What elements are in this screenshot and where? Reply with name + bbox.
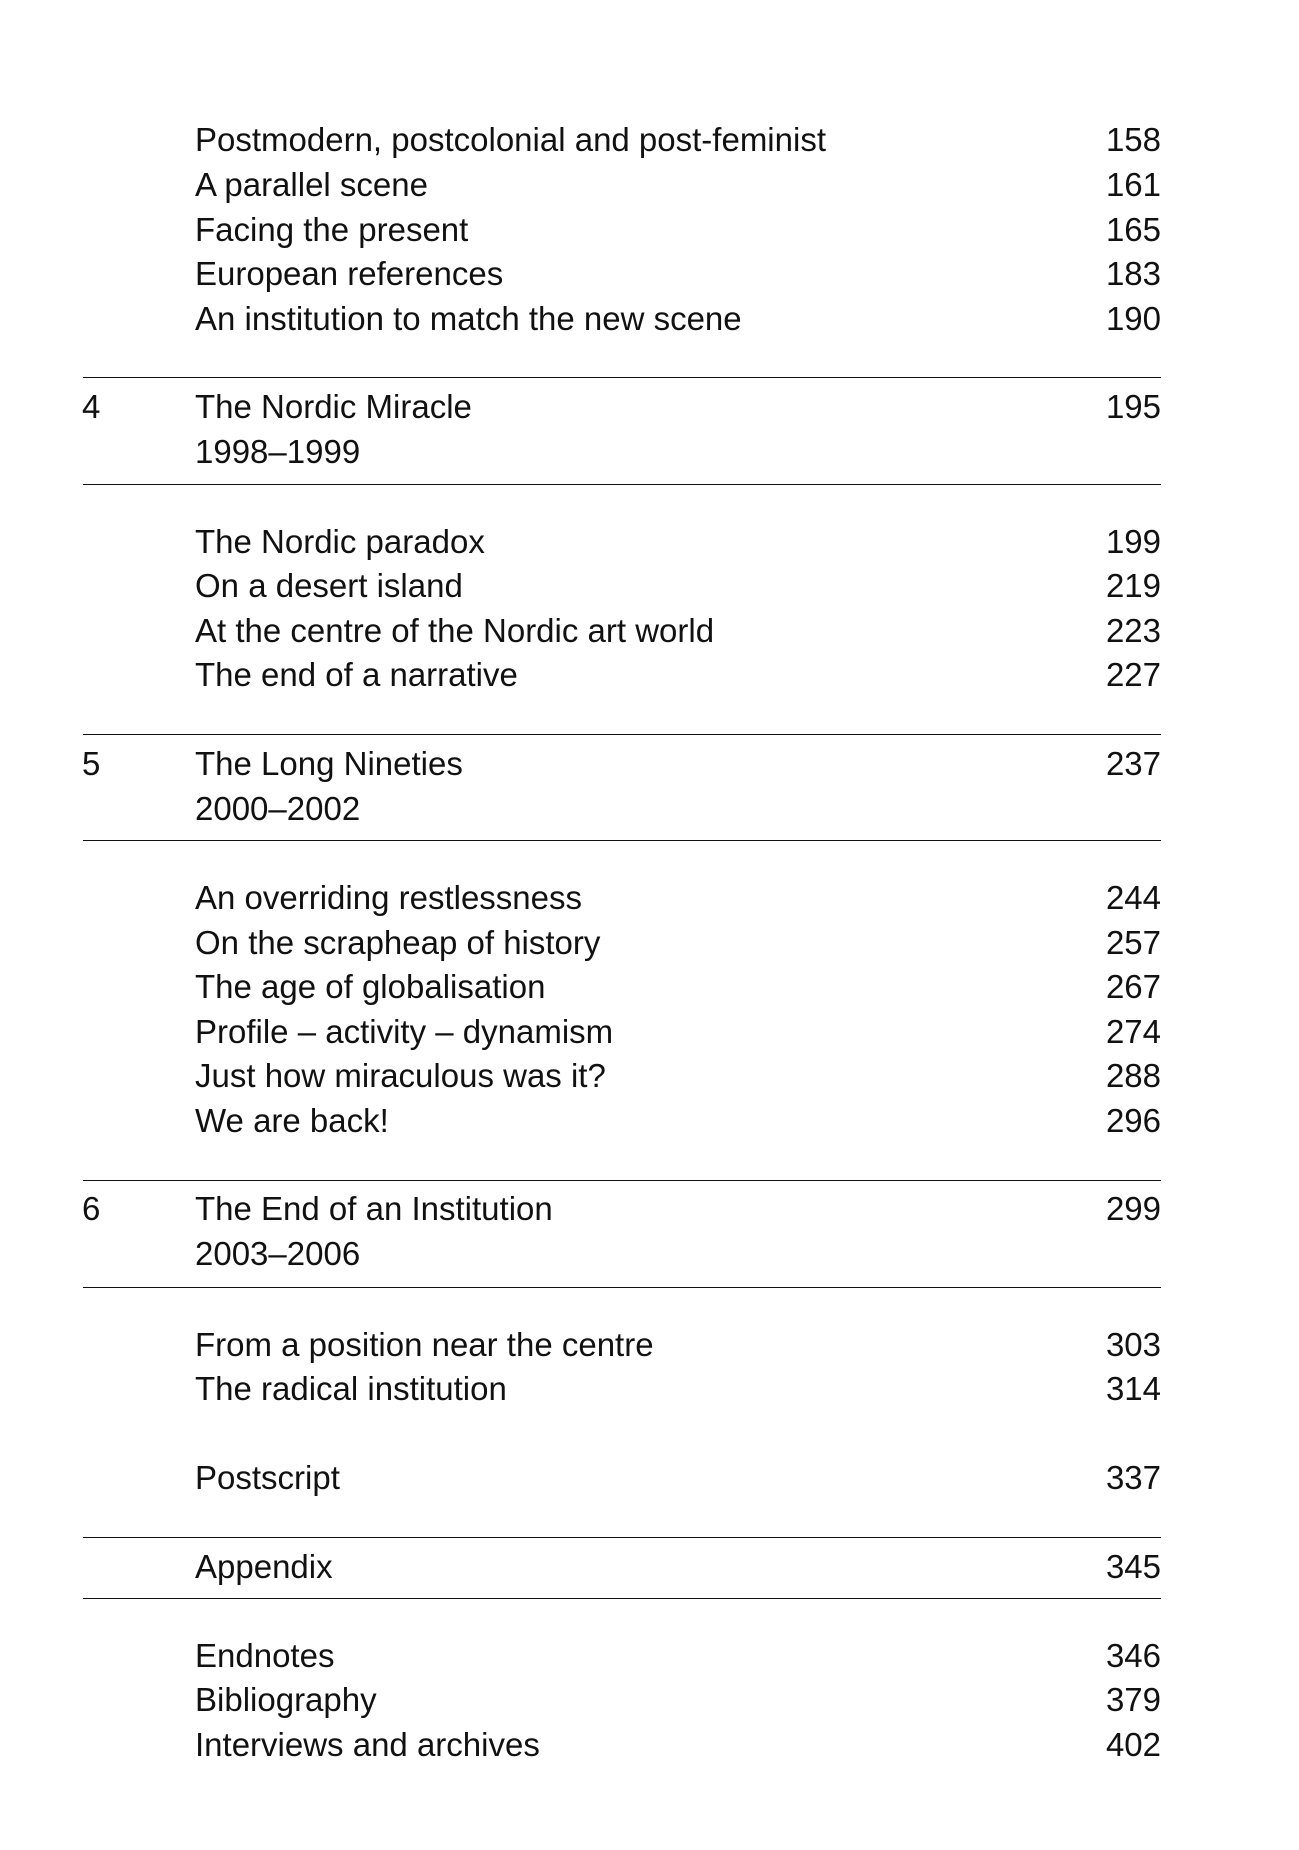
toc-entry	[0, 876, 1299, 920]
toc-entry	[0, 653, 1299, 697]
postscript-title: Postscript	[195, 1459, 340, 1496]
toc-entry	[0, 1634, 1299, 1678]
divider	[83, 1287, 1161, 1288]
toc-entry	[0, 252, 1299, 296]
toc-entry-page: 296	[1105, 1102, 1161, 1139]
chapter-number: 6	[82, 1190, 101, 1227]
toc-entry	[0, 520, 1299, 564]
chapter-heading	[0, 1187, 1299, 1231]
toc-entry-page: 219	[1105, 567, 1161, 604]
chapter-page: 195	[1105, 388, 1161, 425]
divider	[83, 840, 1161, 841]
toc-entry	[0, 921, 1299, 965]
toc-entry	[0, 1678, 1299, 1722]
toc-entry-title: At the centre of the Nordic art world	[195, 612, 715, 649]
divider	[83, 734, 1161, 735]
toc-entry-title: On a desert island	[195, 567, 463, 604]
toc-entry-page: 223	[1105, 612, 1161, 649]
toc-entry	[0, 1723, 1299, 1767]
toc-entry-page: 314	[1105, 1370, 1161, 1407]
toc-entry-title: European references	[195, 255, 504, 292]
toc-entry-page: 158	[1105, 121, 1161, 158]
chapter-number: 5	[82, 745, 101, 782]
toc-entry	[0, 1323, 1299, 1367]
appendix-heading	[0, 1545, 1299, 1589]
toc-entry-page: 267	[1105, 968, 1161, 1005]
divider	[83, 1180, 1161, 1181]
toc-entry-title: An institution to match the new scene	[195, 300, 742, 337]
chapter-number: 4	[82, 388, 101, 425]
postscript-page: 337	[1105, 1459, 1161, 1496]
toc-entry-title: Interviews and archives	[195, 1726, 540, 1763]
toc-entry	[0, 965, 1299, 1009]
chapter-page: 237	[1105, 745, 1161, 782]
toc-entry-page: 402	[1105, 1726, 1161, 1763]
toc-entry-page: 165	[1105, 211, 1161, 248]
toc-entry-page: 190	[1105, 300, 1161, 337]
chapter-title: The End of an Institution	[195, 1190, 553, 1227]
toc-entry-title: Postmodern, postcolonial and post-feminist	[195, 121, 826, 158]
appendix-page: 345	[1105, 1548, 1161, 1585]
divider	[83, 377, 1161, 378]
toc-entry-title: A parallel scene	[195, 166, 428, 203]
toc-entry	[0, 1010, 1299, 1054]
chapter-years: 2000–2002	[195, 790, 361, 827]
toc-entry-title: Endnotes	[195, 1637, 335, 1674]
toc-entry	[0, 1054, 1299, 1098]
toc-entry-page: 227	[1105, 656, 1161, 693]
toc-entry-page: 288	[1105, 1057, 1161, 1094]
chapter-years-row	[0, 787, 1299, 831]
chapter-heading	[0, 385, 1299, 429]
toc-entry-title: From a position near the centre	[195, 1326, 654, 1363]
toc-entry-title: An overriding restlessness	[195, 879, 583, 916]
toc-entry-page: 161	[1105, 166, 1161, 203]
toc-entry-page: 244	[1105, 879, 1161, 916]
toc-entry-title: The radical institution	[195, 1370, 507, 1407]
chapter-years-row	[0, 1232, 1299, 1276]
toc-entry	[0, 118, 1299, 162]
toc-entry-title: Facing the present	[195, 211, 469, 248]
toc-entry-title: The Nordic paradox	[195, 523, 485, 560]
divider	[83, 1537, 1161, 1538]
toc-entry-title: Profile – activity – dynamism	[195, 1013, 614, 1050]
toc-entry	[0, 1367, 1299, 1411]
toc-entry-title: The end of a narrative	[195, 656, 518, 693]
chapter-years: 2003–2006	[195, 1235, 361, 1272]
toc-entry-page: 274	[1105, 1013, 1161, 1050]
chapter-page: 299	[1105, 1190, 1161, 1227]
chapter-years-row	[0, 430, 1299, 474]
toc-entry	[0, 208, 1299, 252]
toc-entry-page: 183	[1105, 255, 1161, 292]
toc-entry	[0, 297, 1299, 341]
toc-entry	[0, 609, 1299, 653]
toc-entry-page: 199	[1105, 523, 1161, 560]
toc-entry	[0, 163, 1299, 207]
toc-entry	[0, 564, 1299, 608]
toc-entry-page: 379	[1105, 1681, 1161, 1718]
toc-entry-title: On the scrapheap of history	[195, 924, 601, 961]
toc-entry-title: Just how miraculous was it?	[195, 1057, 606, 1094]
appendix-title: Appendix	[195, 1548, 333, 1585]
postscript-entry	[0, 1456, 1299, 1500]
toc-entry-page: 303	[1105, 1326, 1161, 1363]
divider	[83, 1598, 1161, 1599]
toc-entry	[0, 1099, 1299, 1143]
chapter-years: 1998–1999	[195, 433, 361, 470]
toc-entry-page: 257	[1105, 924, 1161, 961]
toc-entry-title: Bibliography	[195, 1681, 377, 1718]
chapter-title: The Long Nineties	[195, 745, 463, 782]
chapter-title: The Nordic Miracle	[195, 388, 472, 425]
divider	[83, 484, 1161, 485]
toc-entry-title: The age of globalisation	[195, 968, 546, 1005]
toc-entry-title: We are back!	[195, 1102, 389, 1139]
toc-entry-page: 346	[1105, 1637, 1161, 1674]
chapter-heading	[0, 742, 1299, 786]
